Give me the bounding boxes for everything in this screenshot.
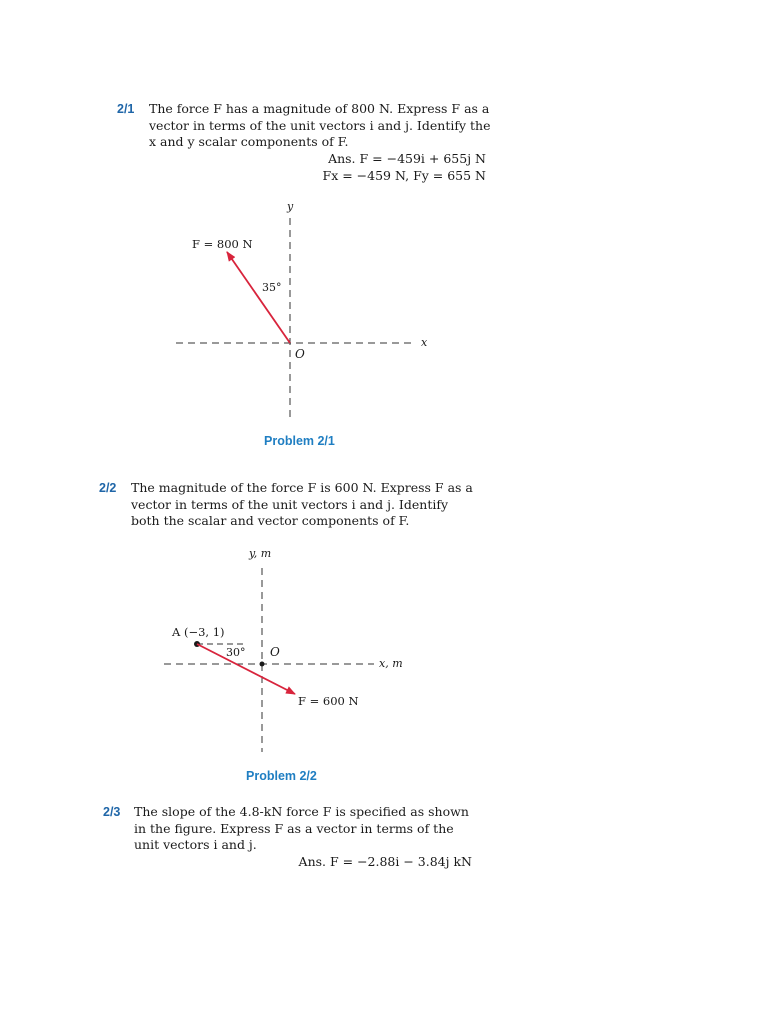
- problem-number: 2/2: [99, 481, 117, 495]
- problem-text-line: unit vectors i and j.: [134, 837, 257, 852]
- answer-line: Fx = −459 N, Fy = 655 N: [322, 167, 486, 183]
- force-label: F = 800 N: [192, 237, 253, 251]
- point-a-label: A (−3, 1): [172, 625, 225, 639]
- problem-text-line: both the scalar and vector components of F.: [131, 513, 410, 528]
- force-vector: [227, 252, 290, 343]
- problem-text-line: in the figure. Express F as a vector in terms of the: [134, 820, 454, 836]
- angle-label: 30°: [226, 646, 246, 659]
- problem-number: 2/1: [117, 102, 135, 116]
- y-axis-label: y: [287, 200, 294, 213]
- problem-text-line: x and y scalar components of F.: [149, 134, 349, 149]
- figure-caption: Problem 2/2: [246, 769, 317, 783]
- answer-2-3: [299, 854, 472, 871]
- answer-line: Ans. F = −459i + 655j N: [328, 151, 486, 166]
- x-axis-label: x, m: [379, 657, 403, 670]
- x-axis-label: x: [421, 336, 428, 349]
- problem-text: [134, 804, 469, 854]
- problem-text-line: The slope of the 4.8-kN force F is specified as shown: [134, 804, 469, 819]
- problem-text-line: The force F has a magnitude of 800 N. Express F as a: [149, 101, 490, 116]
- answer-line: Ans. F = −2.88i − 3.84j kN: [298, 854, 472, 869]
- problem-text-line: vector in terms of the unit vectors i and j. Identify: [131, 496, 449, 512]
- origin-point: [260, 662, 265, 667]
- problem-text-line: The magnitude of the force F is 600 N. Express F as a: [131, 480, 473, 495]
- y-axis-label: y, m: [249, 547, 272, 560]
- angle-label: 35°: [262, 281, 282, 294]
- problem-text: [131, 480, 473, 530]
- force-label: F = 600 N: [298, 694, 359, 708]
- origin-label: O: [270, 645, 280, 659]
- figure-caption: Problem 2/1: [264, 434, 335, 448]
- origin-label: O: [295, 347, 305, 361]
- force-vector: [197, 644, 295, 694]
- problem-text-line: vector in terms of the unit vectors i and j. Identify the: [149, 117, 491, 133]
- problem-number: 2/3: [103, 805, 121, 819]
